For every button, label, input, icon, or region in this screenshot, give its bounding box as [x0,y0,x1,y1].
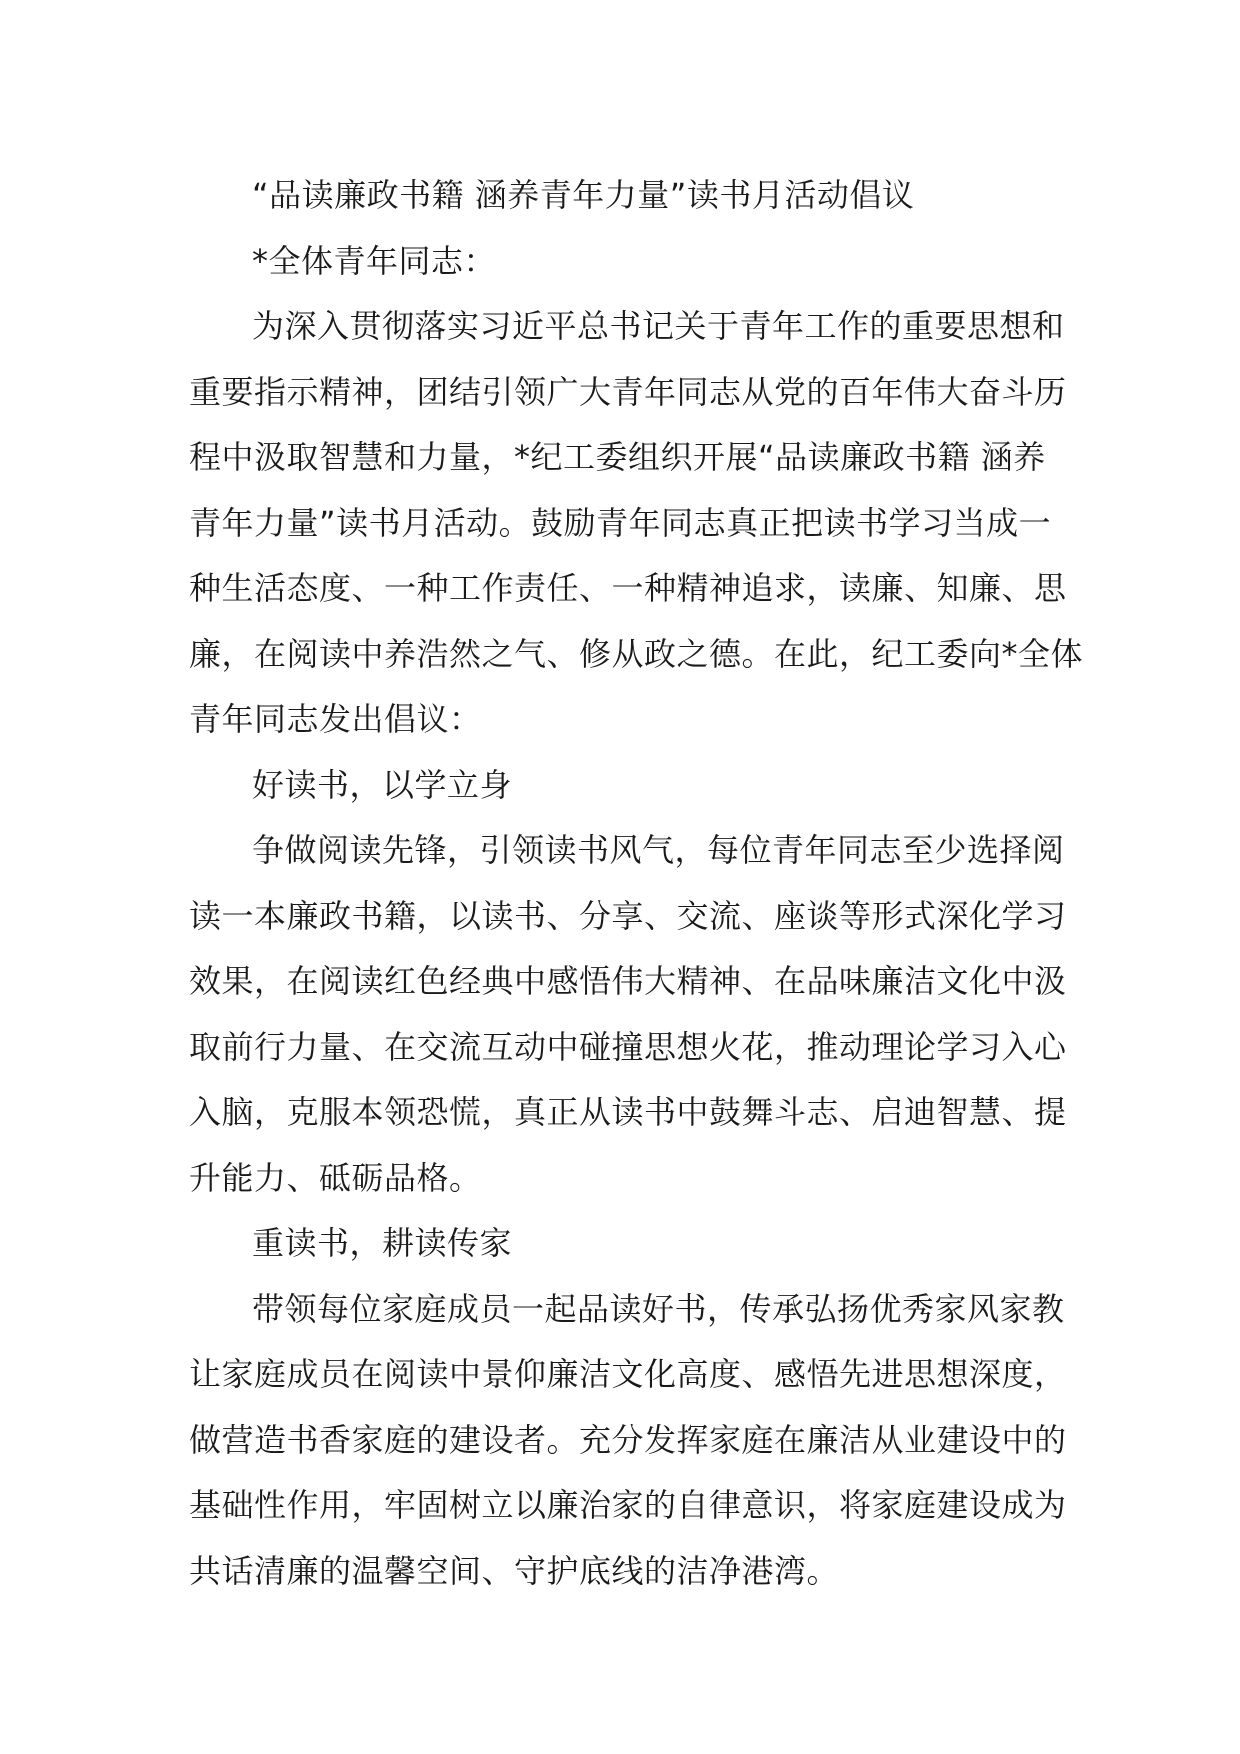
paragraph-2-line: 取前行力量、在交流互动中碰撞思想火花，推动理论学习入心 [189,1027,1067,1066]
paragraph-2-line: 争做阅读先锋，引领读书风气，每位青年同志至少选择阅 [252,831,1065,869]
paragraph-1-line: 廉，在阅读中养浩然之气、修从政之德。在此，纪工委向*全体 [189,634,1084,673]
document-body [189,163,1084,1604]
paragraph-2-line: 读一本廉政书籍，以读书、分享、交流、座谈等形式深化学习 [189,896,1067,935]
document-title: “品读廉政书籍 涵养青年力量”读书月活动倡议 [252,176,915,214]
paragraph-1-line: 种生活态度、一种工作责任、一种精神追求，读廉、知廉、思 [189,569,1067,607]
section-heading-2: 重读书，耕读传家 [252,1224,513,1262]
paragraph-3-line: 做营造书香家庭的建设者。充分发挥家庭在廉洁从业建设中的 [189,1420,1067,1459]
salutation: *全体青年同志： [252,241,497,280]
paragraph-1-line: 重要指示精神，团结引领广大青年同志从党的百年伟大奋斗历 [189,372,1067,411]
paragraph-3-line: 基础性作用，牢固树立以廉治家的自律意识，将家庭建设成为 [189,1486,1067,1524]
paragraph-1-line: 青年力量”读书月活动。鼓励青年同志真正把读书学习当成一 [189,503,1052,542]
paragraph-3-line: 带领每位家庭成员一起品读好书，传承弘扬优秀家风家教 [252,1289,1065,1328]
paragraph-3-line: 让家庭成员在阅读中景仰廉洁文化高度、感悟先进思想深度， [189,1355,1067,1393]
paragraph-1-line: 青年同志发出倡议： [189,700,482,738]
paragraph-3-line: 共话清廉的温馨空间、守护底线的洁净港湾。 [189,1551,840,1590]
paragraph-2-line: 升能力、砥砺品格。 [189,1158,482,1197]
paragraph-1-line: 为深入贯彻落实习近平总书记关于青年工作的重要思想和 [252,307,1065,345]
paragraph-1-line: 程中汲取智慧和力量，*纪工委组织开展“品读廉政书籍 涵养 [189,438,1046,476]
paragraph-2-line: 效果，在阅读红色经典中感悟伟大精神、在品味廉洁文化中汲 [189,962,1067,1000]
paragraph-2-line: 入脑，克服本领恐慌，真正从读书中鼓舞斗志、启迪智慧、提 [189,1093,1067,1131]
section-heading-1: 好读书，以学立身 [252,765,513,804]
